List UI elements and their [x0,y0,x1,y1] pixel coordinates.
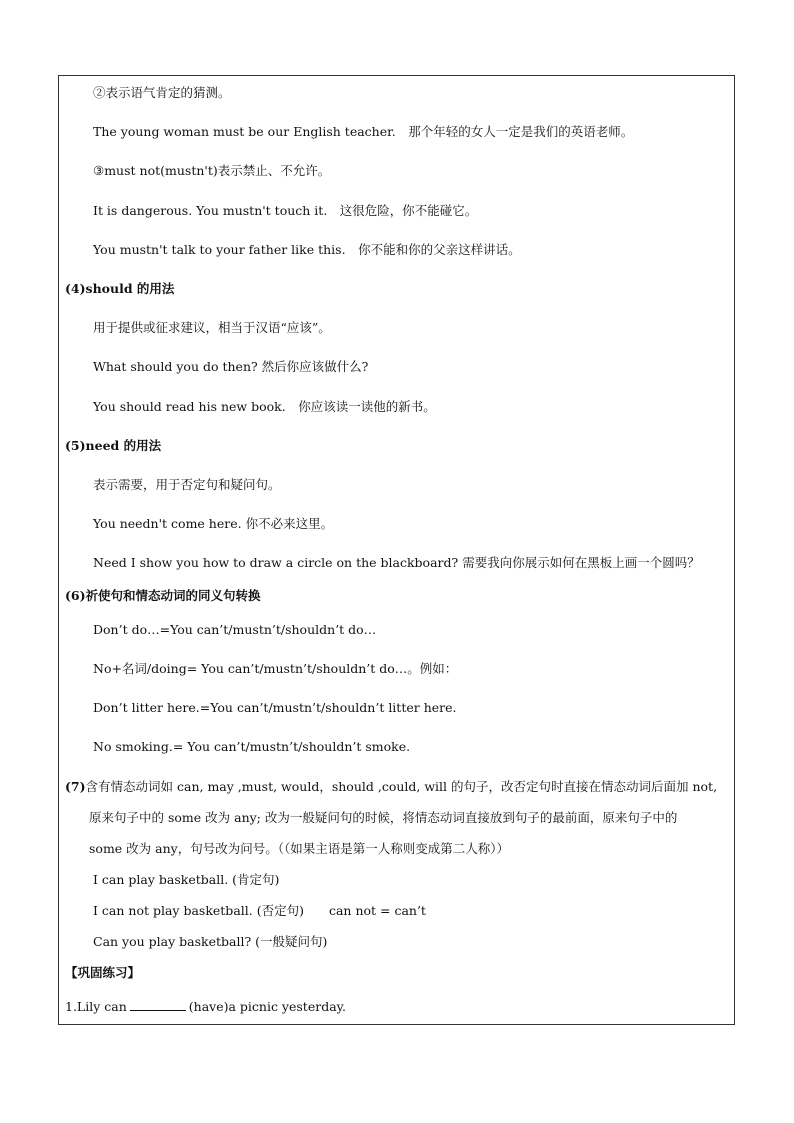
example-sentence: What should you do then? 然后你应该做什么? [93,359,369,374]
example-sentence: I can not play basketball. (否定句) can not = can’t [93,903,426,918]
exercise-question-1 [65,997,346,1016]
text-line: ②表示语气肯定的猜测。 [93,85,231,100]
example-sentence: No+名词/doing= You can’t/mustn’t/shouldn’t do…。例如： [93,661,458,676]
example-sentence: Don’t litter here.=You can’t/mustn’t/shouldn’t litter here. [93,700,457,715]
example-sentence: No smoking.= You can’t/mustn’t/shouldn’t smoke. [93,739,411,754]
example-sentence: It is dangerous. You mustn't touch it. 这很危险，你不能碰它。 [93,203,478,218]
exercise-heading: 【巩固练习】 [65,965,141,980]
example-sentence: You should read his new book. 你应该读一读他的新书。 [93,399,436,414]
text-line: some 改为 any，句号改为问号。（（如果主语是第一人称则变成第二人称）） [89,841,509,856]
section-heading-need: (5)need 的用法 [65,438,162,453]
section-heading-should: (4)should 的用法 [65,281,175,296]
section-heading-modal-rules [65,778,717,796]
example-sentence: Can you play basketball? (一般疑问句) [93,934,328,949]
section-number: (7) [65,779,86,794]
example-sentence: You mustn't talk to your father like this. 你不能和你的父亲这样讲话。 [93,242,521,257]
example-sentence: I can play basketball. (肯定句) [93,872,280,887]
example-sentence: Need I show you how to draw a circle on the blackboard? 需要我向你展示如何在黑板上画一个圆吗？ [93,555,700,570]
text-line: ③must not(mustn't)表示禁止、不允许。 [93,163,331,178]
example-sentence: The young woman must be our English teacher. 那个年轻的女人一定是我们的英语老师。 [93,124,634,139]
section-heading-imperative: (6)祈使句和情态动词的同义句转换 [65,588,261,603]
question-text: (have)a picnic yesterday. [188,999,347,1014]
example-sentence: Don’t do…=You can’t/mustn’t/shouldn’t do… [93,622,377,637]
text-line: 表示需要，用于否定句和疑问句。 [93,477,281,492]
example-sentence: You needn't come here. 你不必来这里。 [93,516,334,531]
text-line: 用于提供或征求建议，相当于汉语“应该”。 [93,320,331,335]
question-text: 1.Lily can [65,999,127,1014]
text-line: 原来句子中的 some 改为 any; 改为一般疑问句的时候，将情态动词直接放到句子的最前面，原来句子中的 [89,810,678,825]
section-text: 含有情态动词如 can, may ,must, would，should ,could, will 的句子，改否定句时直接在情态动词后面加 not, [85,779,718,794]
answer-blank[interactable] [130,997,186,1011]
